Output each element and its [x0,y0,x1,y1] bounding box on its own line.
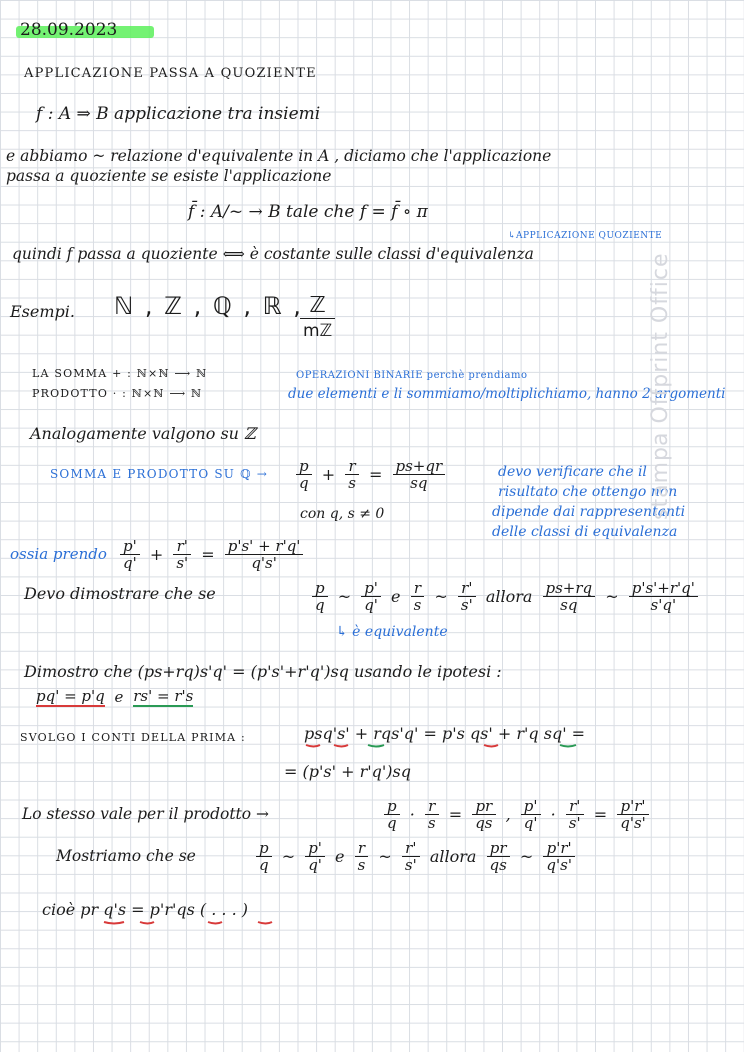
watermark: stampa Offprint Office [648,252,673,520]
that-is-line: cioè pr q's = p'r'qs ( . . . ) [42,900,248,919]
frac-den: s' [176,554,189,572]
frac-num: ps+qr [393,458,446,475]
frac-num: p' [521,798,541,815]
hypothesis-1: pq' = p'q [36,687,105,705]
red-underline-mark [104,922,124,924]
zmz-numerator: ℤ [300,294,335,319]
frac-num: p' [361,580,381,597]
frac-den: s [348,474,356,492]
sum-definition: LA SOMMA + : ℕ×ℕ ⟶ ℕ [32,367,208,380]
devo-line: Devo dimostrare che se [24,584,216,603]
frac-den: s' [460,596,473,614]
frac-den: s' [568,814,581,832]
verify-note-line-4: delle classi di equivalenza [492,524,678,540]
frac-den: sq [410,474,428,492]
red-underline-mark [208,922,222,924]
number-sets: ℕ , ℤ , ℚ , ℝ , [114,292,303,320]
compute-equation: psq's' + rqs'q' = p's qs' + r'q sq' = [304,724,586,743]
and-word: e [335,846,345,866]
definition-line-4: f̄ : A/~ → B tale che f = f̄ ∘ π [188,202,428,222]
frac-den: s' [404,856,417,874]
definition-line-1: f : A ⇒ B applicazione tra insiemi [36,104,321,124]
binary-note-line-1: OPERAZIONI BINARIE perchè prendiamo [296,370,528,381]
green-underline-mark [560,745,576,747]
verify-note-line-2: risultato che ottengo non [498,484,678,500]
green-underline-mark [368,745,384,747]
frac-den: q' [123,554,137,572]
binary-note-line-2: due elementi e li sommiamo/moltiplichiamo, hanno 2 argomenti [288,386,726,402]
frac-num: p [384,798,400,815]
red-underline-mark [334,745,348,747]
then-word: allora [429,846,477,866]
frac-num: p [312,580,328,597]
red-underline-mark [484,745,498,747]
red-underline-mark [306,745,320,747]
frac-num: r' [566,798,584,815]
examples-label: Esempi. [10,302,75,321]
product-equivalence: $\frac{p}{q}$ ~ $\frac{p'}{q'}$ e $\frac{r}{s}$ ~ $\frac{r'}{s'}$ allora $\frac{pr}{qs}$ ~ $\frac{p'r'}{q's'}$ [256,840,575,873]
quotient-map-note: ↳APPLICAZIONE QUOZIENTE [508,231,663,241]
frac-den: q [259,856,269,874]
frac-num: p [296,458,312,475]
compute-result: = (p's' + r'q')sq [284,762,411,781]
sum-product-q-label: SOMMA E PRODOTTO SU ℚ → [50,467,269,481]
definition-line-3: passa a quoziente se esiste l'applicazione [6,167,332,185]
equivalent-note: ↳ è equivalente [336,624,448,640]
hypothesis-2: rs' = r's [133,687,194,705]
q-sum-formula: $\frac{p}{q}$ + $\frac{r}{s}$ = $\frac{ps+qr}{sq}$ [296,458,445,491]
frac-num: pr [487,840,510,857]
frac-den: q' [364,596,378,614]
equivalence-hypothesis: $\frac{p}{q}$ ~ $\frac{p'}{q'}$ e $\frac{r}{s}$ ~ $\frac{r'}{s'}$ allora $\frac{ps+rq}{sq}$ ~ $\frac{p's'+r'q'}{s'q'}$ [312,580,698,613]
product-formula: $\frac{p}{q}$ · $\frac{r}{s}$ = $\frac{pr}{qs}$ , $\frac{p'}{q'}$ · $\frac{r'}{s'}$ = $\frac{p'r'}{q's'}$ [384,798,649,831]
compute-label: SVOLGO I CONTI DELLA PRIMA : [20,731,246,744]
representatives-sum-formula: $\frac{p'}{q'}$ + $\frac{r'}{s'}$ = $\frac{p's' + r'q'}{q's'}$ [120,538,303,571]
ossia-label: ossia prendo [10,545,107,563]
frac-num: p'r' [543,840,575,857]
frac-den: sq [560,596,578,614]
frac-num: r [425,798,439,815]
frac-den: q's' [620,814,646,832]
definition-line-5: quindi f passa a quoziente ⟺ è costante sulle classi d'equivalenza [12,245,534,263]
frac-den: qs [475,814,493,832]
frac-den: s [427,814,436,832]
frac-den: q' [523,814,538,832]
equals-sign: = [369,464,383,484]
frac-num: p's'+r'q' [629,580,698,597]
frac-den: q's' [546,856,572,874]
analogously-line: Analogamente valgono su ℤ [30,424,256,443]
verify-note-line-3: dipende dai rappresentanti [492,504,686,520]
verify-note-line-1: devo verificare che il [498,464,647,480]
frac-den: q [315,596,325,614]
red-underline-mark [258,922,272,924]
frac-den: q [387,814,397,832]
red-underline-mark [140,922,154,924]
frac-num: p'r' [617,798,649,815]
page-title: APPLICAZIONE PASSA A QUOZIENTE [24,66,317,81]
proof-statement: Dimostro che (ps+rq)s'q' = (p's'+r'q')sq usando le ipotesi : [24,662,502,681]
page-date: 28.09.2023 [20,20,118,40]
frac-num: p's' + r'q' [225,538,304,555]
and-word: e [114,688,124,706]
frac-num: r' [402,840,420,857]
zmz-denominator: mℤ [303,321,333,341]
frac-num: p [256,840,272,857]
product-definition: PRODOTTO · : ℕ×ℕ ⟶ ℕ [32,387,203,400]
denominator-condition: con q, s ≠ 0 [300,506,385,522]
frac-den: q' [308,856,322,874]
frac-den: q's' [251,554,277,572]
frac-num: r' [458,580,476,597]
frac-num: p' [120,538,140,555]
frac-den: s [413,596,422,614]
frac-num: r [355,840,369,857]
then-word: allora [485,586,533,606]
frac-den: s [357,856,366,874]
definition-line-2: e abbiamo ~ relazione d'equivalente in A , diciamo che l'applicazione [6,147,552,165]
frac-num: r [411,580,425,597]
frac-num: p' [305,840,325,857]
frac-num: pr [472,798,495,815]
product-line: Lo stesso vale per il prodotto → [22,805,270,823]
frac-den: qs [489,856,507,874]
frac-num: ps+rq [543,580,596,597]
frac-den: q [299,474,309,492]
show-line: Mostriamo che se [56,847,196,865]
frac-num: r' [173,538,191,555]
frac-num: r [345,458,359,475]
frac-den: s'q' [650,596,677,614]
and-word: e [391,586,401,606]
